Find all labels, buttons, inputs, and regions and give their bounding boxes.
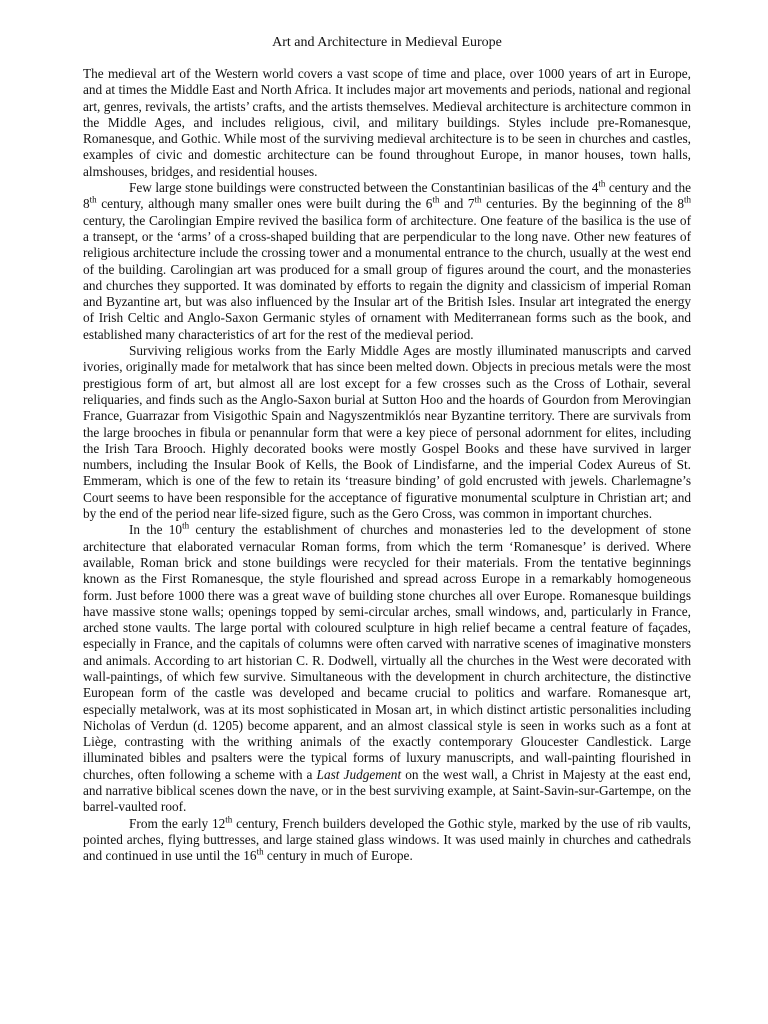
italic-term: Last Judgement (316, 766, 402, 782)
document-title: Art and Architecture in Medieval Europe (272, 35, 502, 50)
paragraph-2: Few large stone buildings were constructed between the Constantinian basilicas of the 4th century and the 8th century, although many smaller ones were built during the 6th and 7th centuries. By the beginning of the 8th century, the Carolingian Empire revived the basilica form of architecture. One feature of the basilica is the use of a transept, or the ‘arms’ of a cross-shaped building that are perpendicular to the long nave. Other new features of religious architecture include the crossing tower and a monumental entrance to the church, usually at the west end of the building. Carolingian art was produced for a small group of figures around the court, and the monasteries and churches they supported. It was dominated by efforts to regain the dignity and classicism of imperial Roman and Byzantine art, but was also influenced by the Insular art of the British Isles. Insular art integrated the energy of Irish Celtic and Anglo-Saxon Germanic styles of ornament with Mediterranean forms such as the book, and established many characteristics of art for the rest of the medieval period. (83, 178, 692, 342)
paragraph-3: Surviving religious works from the Early Middle Ages are mostly illuminated manuscripts and carved ivories, originally made for metalwork that has since been melted down. Objects in precious metals were the most prestigious form of art, but almost all are lost except for a few crosses such as the Cross of Lothair, several reliquaries, and finds such as the Anglo-Saxon burial at Sutton Hoo and the hoards of Gourdon from Merovingian France, Guarrazar from Visigothic Spain and Nagyszentmiklós near Byzantine territory. There are survivals from the large brooches in fibula or penannular form that were a key piece of personal adornment for elites, including the Irish Tara Brooch. Highly decorated books were mostly Gospel Books and these have survived in larger numbers, including the Insular Book of Kells, the Book of Lindisfarne, and the imperial Codex Aureus of St. Emmeram, which is one of the few to retain its ‘treasure binding’ of gold encrusted with jewels. Charlemagne’s Court seems to have been responsible for the acceptance of figurative monumental sculpture in Christian art; and by the end of the period near life-sized figure, such as the Gero Cross, was common in important churches. (83, 343, 691, 522)
document-body (83, 66, 691, 865)
paragraph-4: In the 10th century the establishment of churches and monasteries led to the development of stone architecture that elaborated vernacular Roman forms, from which the term ‘Romanesque’ is derived. Where available, Roman brick and stone buildings were recycled for their materials. From the tentative beginnings known as the First Romanesque, the style flourished and spread across Europe in a remarkably homogeneous form. Just before 1000 there was a great wave of building stone churches all over Europe. Romanesque buildings have massive stone walls; openings topped by semi-circular arches, small windows, and, particularly in France, arched stone vaults. The large portal with coloured sculpture in high relief became a central feature of façades, especially in France, and the capitals of columns were often carved with narrative scenes of imaginative monsters and animals. According to art historian C. R. Dodwell, virtually all the churches in the West were decorated with wall-paintings, of which few survive. Simultaneous with the development in church architecture, the distinctive European form of the castle was developed and became crucial to politics and warfare. Romanesque art, especially metalwork, was at its most sophisticated in Mosan art, in which distinct artistic personalities including Nicholas of Verdun (d. 1205) become apparent, and an almost classical style is seen in works such as a font at Liège, contrasting with the writhing animals of the exactly contemporary Gloucester Candlestick. Large illuminated bibles and psalters were the typical forms of luxury manuscripts, and wall-painting flourished in churches, often following a scheme with a Last Judgement on the west wall, a Christ in Majesty at the east end, and narrative biblical scenes down the nave, or in the best surviving example, at Saint-Savin-sur-Gartempe, on the barrel-vaulted roof. (83, 520, 691, 815)
paragraph-1: The medieval art of the Western world covers a vast scope of time and place, over 1000 years of art in Europe, and at times the Middle East and North Africa. It includes major art movements and periods, national and regional art, genres, revivals, the artists’ crafts, and the artists themselves. Medieval architecture is architecture common in the Middle Ages, and includes religious, civil, and military buildings. Styles include pre-Romanesque, Romanesque, and Gothic. While most of the surviving medieval architecture is to be seen in churches and castles, examples of civic and domestic architecture can be found throughout Europe, in manor houses, town halls, almshouses, bridges, and residential houses. (83, 66, 691, 179)
paragraph-5: From the early 12th century, French builders developed the Gothic style, marked by the use of rib vaults, pointed arches, flying buttresses, and large stained glass windows. It was used mainly in churches and cathedrals and continued in use until the 16th century in much of Europe. (83, 814, 692, 864)
